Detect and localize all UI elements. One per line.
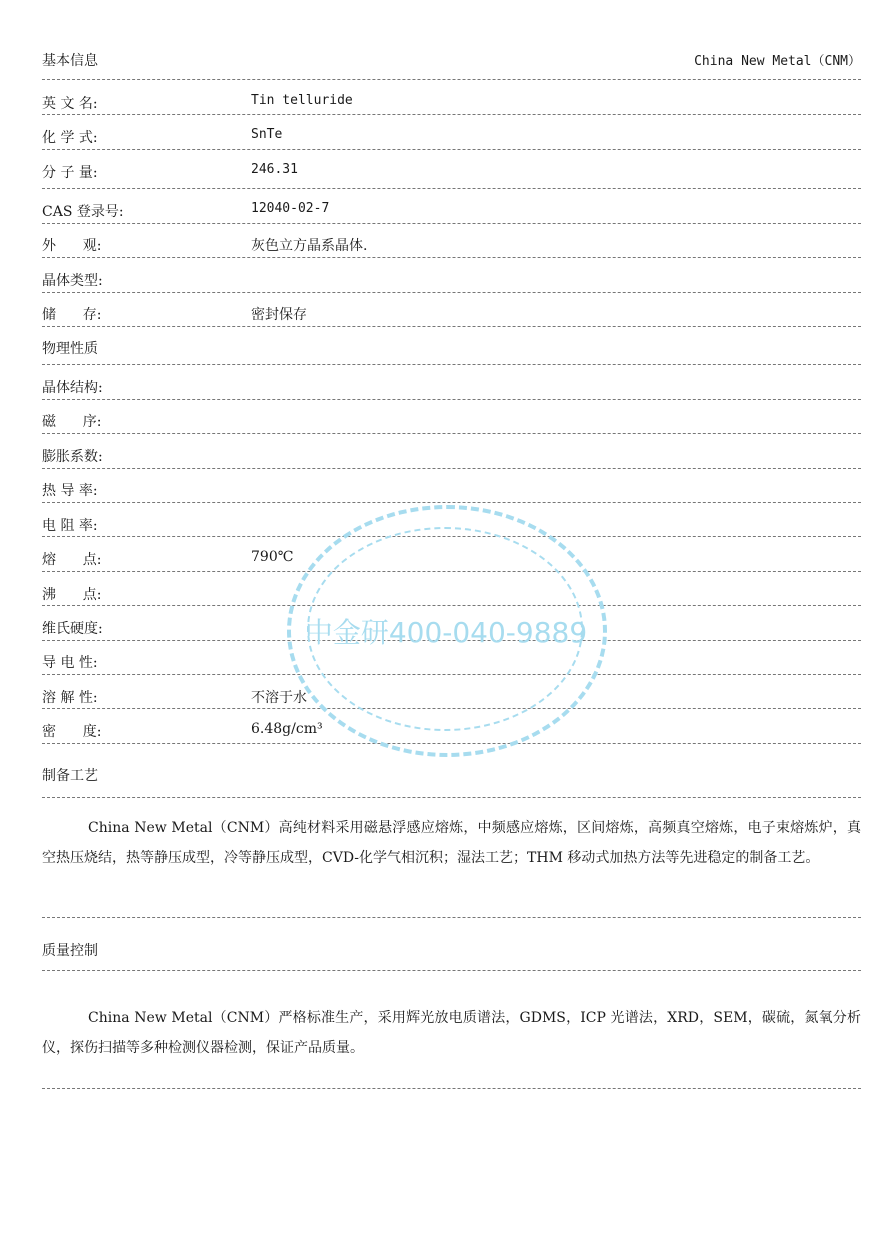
header-title: 基本信息 xyxy=(42,53,98,69)
divider xyxy=(42,257,861,258)
row-label: 溶 解 性: xyxy=(42,690,98,706)
row-molecular-weight xyxy=(42,162,861,184)
row-label: 热 导 率: xyxy=(42,483,98,499)
row-label: 外 观: xyxy=(42,238,102,254)
row-crystal-structure xyxy=(42,377,861,399)
row-label: 电 阻 率: xyxy=(42,518,98,534)
row-label: 英 文 名: xyxy=(42,96,98,112)
divider xyxy=(42,1088,861,1089)
row-appearance xyxy=(42,235,861,257)
preparation-paragraph: China New Metal（CNM）高纯材料采用磁悬浮感应熔炼，中频感应熔炼，区间熔炼，高频真空熔炼，电子束熔炼炉，真空热压烧结，热等静压成型，冷等静压成型，CVD-化学气相沉积；湿法工艺；THM 移动式加热方法等先进稳定的制备工艺。 xyxy=(42,820,861,866)
divider xyxy=(42,399,861,400)
row-cas xyxy=(42,201,861,223)
row-value: 246.31 xyxy=(251,162,298,177)
row-english-name xyxy=(42,93,861,115)
row-label: CAS 登录号: xyxy=(42,204,124,220)
divider xyxy=(42,364,861,365)
row-label: 晶体类型: xyxy=(42,273,103,289)
row-label: 沸 点: xyxy=(42,587,102,603)
row-label: 维氏硬度: xyxy=(42,621,103,637)
row-expansion xyxy=(42,446,861,468)
header-company: China New Metal（CNM） xyxy=(694,54,861,69)
watermark-text: 中金研400-040-9889 xyxy=(304,616,588,649)
row-label: 分 子 量: xyxy=(42,165,98,181)
row-storage xyxy=(42,304,861,326)
row-label: 密 度: xyxy=(42,724,102,740)
row-label: 膨胀系数: xyxy=(42,449,103,465)
quality-paragraph: China New Metal（CNM）严格标准生产，采用辉光放电质谱法，GDMS，ICP 光谱法，XRD，SEM，碳硫，氮氧分析仪，探伤扫描等多种检测仪器检测，保证产品质量。 xyxy=(42,1010,861,1056)
row-label: 晶体结构: xyxy=(42,380,103,396)
divider xyxy=(42,149,861,150)
section-heading-physical: 物理性质 xyxy=(42,341,98,357)
row-value: Tin telluride xyxy=(251,93,353,108)
row-thermal-conductivity xyxy=(42,480,861,502)
row-value: 密封保存 xyxy=(251,307,307,323)
row-label: 化 学 式: xyxy=(42,130,98,146)
row-crystal-type xyxy=(42,270,861,292)
row-magnetic-order xyxy=(42,411,861,433)
divider xyxy=(42,223,861,224)
row-value: 790℃ xyxy=(251,549,294,565)
divider xyxy=(42,326,861,327)
divider xyxy=(42,917,861,918)
row-value: 灰色立方晶系晶体. xyxy=(251,238,368,254)
divider xyxy=(42,502,861,503)
row-value: 6.48g/cm³ xyxy=(251,721,323,737)
divider xyxy=(42,797,861,798)
section-heading-quality: 质量控制 xyxy=(42,943,98,959)
divider xyxy=(42,188,861,189)
row-label: 熔 点: xyxy=(42,552,102,568)
row-value: SnTe xyxy=(251,127,283,142)
divider xyxy=(42,292,861,293)
divider xyxy=(42,79,861,80)
watermark-stamp xyxy=(287,505,605,755)
row-formula xyxy=(42,127,861,149)
divider xyxy=(42,433,861,434)
row-value: 不溶于水 xyxy=(251,690,307,706)
row-label: 储 存: xyxy=(42,307,102,323)
section-heading-preparation: 制备工艺 xyxy=(42,768,98,784)
divider xyxy=(42,970,861,971)
divider xyxy=(42,114,861,115)
row-value: 12040-02-7 xyxy=(251,201,330,216)
divider xyxy=(42,468,861,469)
row-label: 磁 序: xyxy=(42,414,102,430)
row-label: 导 电 性: xyxy=(42,655,98,671)
page-header xyxy=(42,50,861,72)
